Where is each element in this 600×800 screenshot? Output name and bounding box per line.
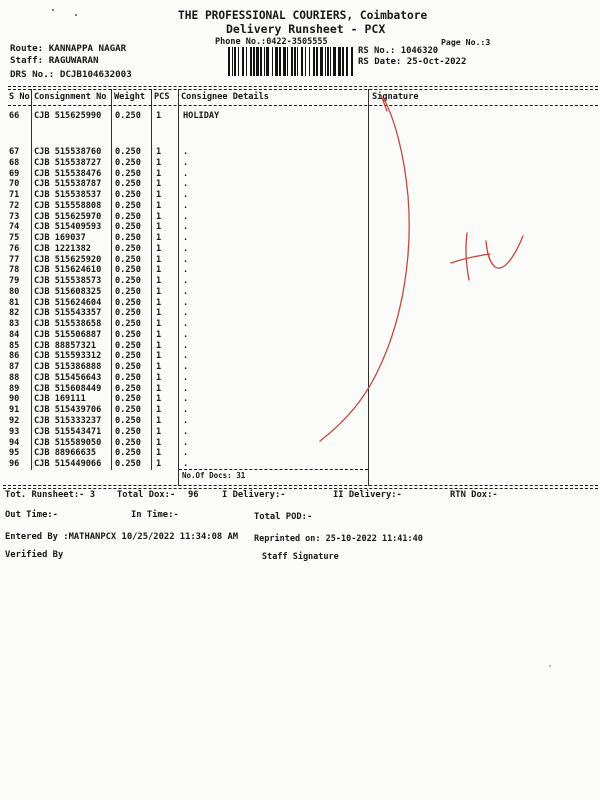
- phone-value: 0422-3505555: [266, 37, 328, 47]
- column-header-pcs: PCS: [154, 92, 170, 102]
- sno-cell: 75: [9, 233, 20, 244]
- details-cell: .: [183, 190, 189, 201]
- table-row: [0, 308, 600, 318]
- sno-cell: 81: [9, 297, 20, 308]
- weight-cell: 0.250: [115, 340, 141, 351]
- table-row: [0, 405, 600, 415]
- details-cell: .: [183, 372, 189, 383]
- route-info: [10, 44, 126, 54]
- sno-cell: 95: [9, 448, 20, 459]
- consignment-cell: CJB 515538573: [34, 276, 102, 287]
- sno-cell: 89: [9, 383, 20, 394]
- company-name: THE PROFESSIONAL COURIERS, Coimbatore: [178, 9, 428, 22]
- sno-cell: 92: [9, 416, 20, 426]
- consignment-cell: CJB 515538658: [34, 319, 102, 330]
- details-cell: .: [183, 329, 189, 340]
- details-cell: .: [183, 351, 189, 362]
- weight-cell: 0.250: [115, 362, 141, 373]
- total-pod-label: Total POD:-: [254, 512, 313, 522]
- route-value: KANNAPPA NAGAR: [48, 43, 127, 54]
- sno-cell: 78: [9, 265, 20, 276]
- sno-cell: 80: [9, 286, 20, 297]
- pcs-cell: 1: [156, 351, 162, 362]
- pcs-cell: 1: [156, 157, 162, 168]
- consignment-cell: CJB 515409593: [34, 222, 102, 233]
- scan-speck: [75, 14, 77, 16]
- consignment-cell: CJB 515625990: [34, 111, 102, 121]
- details-cell: .: [183, 233, 189, 244]
- column-header-consignment: Consignment No: [34, 92, 107, 102]
- pcs-cell: 1: [156, 308, 162, 319]
- table-row: [0, 438, 600, 448]
- sno-cell: 93: [9, 426, 20, 437]
- details-cell: .: [183, 286, 189, 297]
- consignment-cell: CJB 515333237: [34, 416, 102, 426]
- table-row: [0, 255, 600, 265]
- total-dox-label: Total Dox:-: [117, 490, 176, 500]
- header-underline: [8, 105, 598, 106]
- sno-cell: 90: [9, 394, 20, 405]
- weight-cell: 0.250: [115, 276, 141, 287]
- details-cell: .: [183, 383, 189, 394]
- table-row: [0, 201, 600, 211]
- details-cell: .: [183, 147, 189, 157]
- details-cell: .: [183, 157, 189, 168]
- out-time-label: Out Time:-: [5, 510, 58, 520]
- consignment-cell: CJB 88857321: [34, 340, 97, 351]
- barcode-bars: [228, 47, 353, 76]
- consignment-cell: CJB 515593312: [34, 351, 102, 362]
- table-row: [0, 287, 600, 297]
- rs-date: [358, 57, 466, 67]
- document-title: Delivery Runsheet - PCX: [226, 22, 386, 36]
- consignment-cell: CJB 1221382: [34, 243, 91, 254]
- sno-cell: 70: [9, 179, 20, 190]
- sno-cell: 77: [9, 254, 20, 265]
- sno-cell: 91: [9, 405, 20, 416]
- pcs-cell: 1: [156, 168, 162, 179]
- phone-label: Phone No.:: [215, 37, 267, 47]
- weight-cell: 0.250: [115, 179, 141, 190]
- table-row: [0, 276, 600, 286]
- pcs-cell: 1: [156, 416, 162, 426]
- consignment-cell: CJB 515624604: [34, 297, 102, 308]
- docs-separator: [179, 469, 368, 470]
- sno-cell: 76: [9, 243, 20, 254]
- docs-count-value: 31: [236, 471, 246, 480]
- pcs-cell: 1: [156, 147, 162, 157]
- table-row: [0, 190, 600, 200]
- pcs-cell: 1: [156, 211, 162, 222]
- details-cell: .: [183, 297, 189, 308]
- consignment-cell: CJB 515558808: [34, 200, 102, 211]
- consignment-cell: CJB 515625970: [34, 211, 102, 222]
- totals-rule: [3, 488, 598, 489]
- consignment-cell: CJB 515608325: [34, 286, 102, 297]
- table-row: [0, 179, 600, 189]
- details-cell: HOLIDAY: [183, 111, 220, 121]
- entered-by: [5, 532, 238, 542]
- weight-cell: 0.250: [115, 416, 141, 426]
- details-cell: .: [183, 308, 189, 319]
- table-row: [0, 341, 600, 351]
- weight-cell: 0.250: [115, 168, 141, 179]
- sno-cell: 72: [9, 200, 20, 211]
- table-row: [0, 427, 600, 437]
- entered-by-user: MATHANPCX: [68, 532, 117, 542]
- pcs-cell: 1: [156, 383, 162, 394]
- table-row: [0, 351, 600, 361]
- details-cell: .: [183, 394, 189, 405]
- consignment-cell: CJB 515456643: [34, 372, 102, 383]
- table-top-rule: [8, 89, 598, 90]
- details-cell: .: [183, 200, 189, 211]
- total-dox-value: 96: [188, 490, 199, 500]
- table-row: [0, 394, 600, 404]
- rs-date-value: 25-Oct-2022: [406, 57, 467, 67]
- route-label: Route:: [10, 43, 44, 54]
- page-label: Page No.:: [441, 37, 486, 47]
- sno-cell: 79: [9, 276, 20, 287]
- details-cell: .: [183, 426, 189, 437]
- rs-number: [358, 46, 438, 56]
- details-cell: .: [183, 222, 189, 233]
- pcs-cell: 1: [156, 448, 162, 459]
- barcode: [228, 47, 355, 76]
- drs-value: DCJB104632003: [59, 69, 132, 80]
- pcs-cell: 1: [156, 319, 162, 330]
- consignment-cell: CJB 515386888: [34, 362, 102, 373]
- sno-cell: 82: [9, 308, 20, 319]
- staff-value: RAGUWARAN: [48, 55, 99, 66]
- rs-no-label: RS No.:: [358, 46, 396, 56]
- weight-cell: 0.250: [115, 405, 141, 416]
- weight-cell: 0.250: [115, 372, 141, 383]
- weight-cell: 0.250: [115, 319, 141, 330]
- sno-cell: 84: [9, 329, 20, 340]
- table-row: [0, 169, 600, 179]
- sno-cell: 88: [9, 372, 20, 383]
- pcs-cell: 1: [156, 426, 162, 437]
- details-cell: .: [183, 416, 189, 426]
- consignment-cell: CJB 515589050: [34, 437, 102, 448]
- weight-cell: 0.250: [115, 329, 141, 340]
- pcs-cell: 1: [156, 362, 162, 373]
- consignment-cell: CJB 88966635: [34, 448, 97, 459]
- rs-date-label: RS Date:: [358, 57, 402, 67]
- page-number: [441, 37, 490, 47]
- table-row: [0, 233, 600, 243]
- consignment-cell: CJB 515538760: [34, 147, 102, 157]
- sno-cell: 85: [9, 340, 20, 351]
- details-cell: .: [183, 179, 189, 190]
- weight-cell: 0.250: [115, 200, 141, 211]
- pcs-cell: 1: [156, 111, 162, 121]
- consignment-cell: CJB 169111: [34, 394, 86, 405]
- weight-cell: 0.250: [115, 222, 141, 233]
- in-time-label: In Time:-: [131, 510, 179, 520]
- weight-cell: 0.250: [115, 286, 141, 297]
- totals-rule: [3, 485, 598, 486]
- consignment-cell: CJB 515538787: [34, 179, 102, 190]
- consignment-cell: CJB 515538537: [34, 190, 102, 201]
- pcs-cell: 1: [156, 372, 162, 383]
- weight-cell: 0.250: [115, 211, 141, 222]
- details-cell: .: [183, 168, 189, 179]
- rtn-dox-label: RTN Dox:-: [450, 490, 498, 500]
- weight-cell: 0.250: [115, 437, 141, 448]
- weight-cell: 0.250: [115, 297, 141, 308]
- scan-speck: [52, 9, 54, 11]
- weight-cell: 0.250: [115, 265, 141, 276]
- weight-cell: 0.250: [115, 254, 141, 265]
- drs-label: DRS No.:: [10, 69, 55, 80]
- table-row: [0, 222, 600, 232]
- staff-info: [10, 56, 99, 66]
- pcs-cell: 1: [156, 233, 162, 244]
- table-row: [0, 212, 600, 222]
- pcs-cell: 1: [156, 405, 162, 416]
- sno-cell: 83: [9, 319, 20, 330]
- total-runsheet: [5, 490, 95, 500]
- ii-delivery-label: II Delivery:-: [333, 490, 402, 500]
- table-row: [0, 330, 600, 340]
- entered-at: 10/25/2022 11:34:08 AM: [121, 532, 239, 542]
- docs-count-label: No.Of Docs:: [182, 471, 232, 480]
- sno-cell: 69: [9, 168, 20, 179]
- scan-speck: [549, 665, 551, 667]
- sno-cell: 67: [9, 147, 20, 157]
- pcs-cell: 1: [156, 222, 162, 233]
- table-row: [0, 158, 600, 168]
- table-row: [0, 319, 600, 329]
- sno-cell: 68: [9, 157, 20, 168]
- pcs-cell: 1: [156, 297, 162, 308]
- consignment-cell: CJB 169037: [34, 233, 86, 244]
- table-row: [0, 448, 600, 458]
- sno-cell: 86: [9, 351, 20, 362]
- table-row: [0, 384, 600, 394]
- details-cell: .: [183, 405, 189, 416]
- table-row: [0, 459, 600, 469]
- pcs-cell: 1: [156, 243, 162, 254]
- reprinted-on: [254, 534, 423, 544]
- details-cell: .: [183, 362, 189, 373]
- table-row: [0, 416, 600, 426]
- pcs-cell: 1: [156, 200, 162, 211]
- consignment-cell: CJB 515624610: [34, 265, 102, 276]
- consignment-cell: CJB 515538727: [34, 157, 102, 168]
- sno-cell: 96: [9, 459, 20, 470]
- pcs-cell: 1: [156, 179, 162, 190]
- pcs-cell: 1: [156, 340, 162, 351]
- weight-cell: 0.250: [115, 233, 141, 244]
- pcs-cell: 1: [156, 394, 162, 405]
- docs-count: [182, 471, 245, 481]
- details-cell: .: [183, 319, 189, 330]
- total-runsheet-value: 3: [89, 490, 96, 500]
- pcs-cell: 1: [156, 329, 162, 340]
- table-top-rule: [8, 86, 598, 87]
- details-cell: .: [183, 276, 189, 287]
- details-cell: .: [183, 459, 189, 470]
- staff-signature-label: Staff Signature: [262, 552, 339, 562]
- weight-cell: 0.250: [115, 147, 141, 157]
- consignment-cell: CJB 515449066: [34, 459, 102, 470]
- entered-by-label: Entered By :: [5, 532, 69, 542]
- table-row: [0, 147, 600, 157]
- page-value: 3: [485, 37, 491, 47]
- pcs-cell: 1: [156, 286, 162, 297]
- weight-cell: 0.250: [115, 190, 141, 201]
- weight-cell: 0.250: [115, 394, 141, 405]
- details-cell: .: [183, 211, 189, 222]
- pcs-cell: 1: [156, 265, 162, 276]
- weight-cell: 0.250: [115, 308, 141, 319]
- sno-cell: 94: [9, 437, 20, 448]
- table-row: [0, 265, 600, 275]
- column-header-details: Consignee Details: [181, 92, 269, 102]
- column-header-signature: Signature: [372, 92, 419, 102]
- pcs-cell: 1: [156, 437, 162, 448]
- drs-info: [10, 70, 132, 80]
- weight-cell: 0.250: [115, 459, 141, 470]
- total-runsheet-label: Tot. Runsheet:-: [5, 490, 85, 500]
- sno-cell: 66: [9, 111, 20, 121]
- table-row: [0, 244, 600, 254]
- table-row: [0, 373, 600, 383]
- staff-label: Staff:: [10, 55, 44, 66]
- reprinted-at: 25-10-2022 11:41:40: [325, 534, 423, 544]
- table-row: [0, 111, 600, 121]
- weight-cell: 0.250: [115, 426, 141, 437]
- rs-no-value: 1046320: [400, 46, 439, 56]
- consignment-cell: CJB 515543471: [34, 426, 102, 437]
- reprinted-label: Reprinted on:: [254, 534, 321, 544]
- consignment-cell: CJB 515543357: [34, 308, 102, 319]
- sno-cell: 87: [9, 362, 20, 373]
- sno-cell: 73: [9, 211, 20, 222]
- weight-cell: 0.250: [115, 351, 141, 362]
- verified-by-label: Verified By: [5, 550, 64, 560]
- details-cell: .: [183, 265, 189, 276]
- table-row: [0, 362, 600, 372]
- details-cell: .: [183, 254, 189, 265]
- column-header-weight: Weight: [114, 92, 146, 102]
- details-cell: .: [183, 340, 189, 351]
- pcs-cell: 1: [156, 190, 162, 201]
- weight-cell: 0.250: [115, 383, 141, 394]
- phone-number: [215, 37, 328, 47]
- consignment-cell: CJB 515538476: [34, 168, 102, 179]
- i-delivery-label: I Delivery:-: [222, 490, 286, 500]
- details-cell: .: [183, 243, 189, 254]
- sno-cell: 71: [9, 190, 20, 201]
- weight-cell: 0.250: [115, 243, 141, 254]
- details-cell: .: [183, 437, 189, 448]
- consignment-cell: CJB 515625920: [34, 254, 102, 265]
- weight-cell: 0.250: [115, 157, 141, 168]
- column-header-sno: S No: [9, 92, 30, 102]
- details-cell: .: [183, 448, 189, 459]
- consignment-cell: CJB 515506887: [34, 329, 102, 340]
- pcs-cell: 1: [156, 254, 162, 265]
- weight-cell: 0.250: [115, 111, 141, 121]
- consignment-cell: CJB 515608449: [34, 383, 102, 394]
- table-row: [0, 298, 600, 308]
- pcs-cell: 1: [156, 276, 162, 287]
- weight-cell: 0.250: [115, 448, 141, 459]
- pcs-cell: 1: [156, 459, 162, 470]
- sno-cell: 74: [9, 222, 20, 233]
- consignment-cell: CJB 515439706: [34, 405, 102, 416]
